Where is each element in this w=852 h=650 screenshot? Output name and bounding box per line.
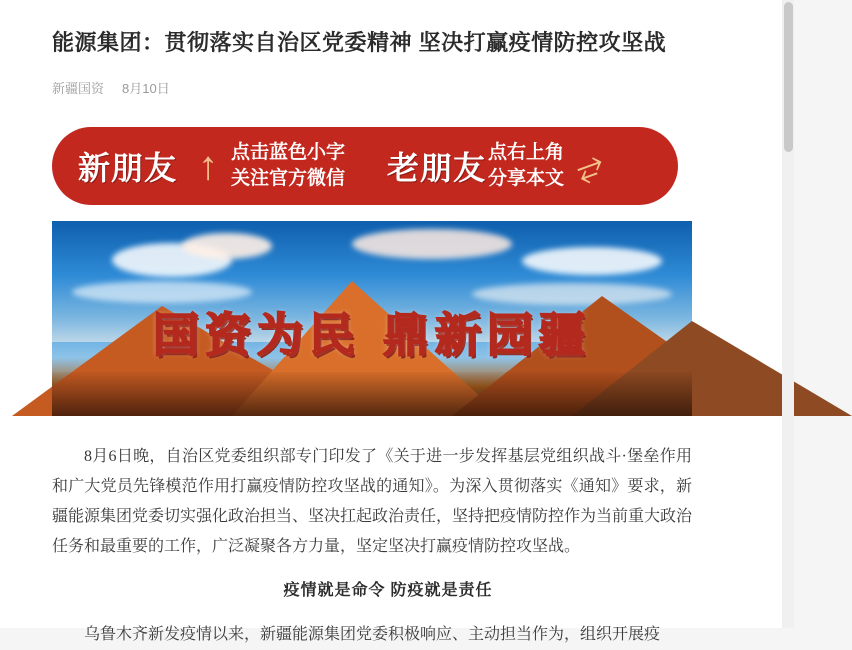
article-paragraph: 乌鲁木齐新发疫情以来，新疆能源集团党委积极响应、主动担当作为，组织开展疫 bbox=[84, 626, 661, 643]
banner-new-friend-line1: 点击蓝色小字 bbox=[231, 142, 346, 163]
banner-old-friend-line2: 分享本文 bbox=[488, 168, 565, 189]
follow-share-banner bbox=[52, 127, 678, 205]
hero-foreground-shadow bbox=[52, 372, 692, 416]
banner-old-friend-tag: 老朋友 bbox=[387, 150, 487, 186]
banner-old-friend-group bbox=[361, 127, 609, 205]
arrow-up-icon: ↑ bbox=[198, 144, 219, 188]
article-subheading: 疫情就是命令 防疫就是责任 bbox=[283, 582, 493, 599]
banner-new-friend-group bbox=[52, 127, 345, 205]
hero-headline: 国资为民 鼎新园疆 bbox=[152, 308, 591, 362]
banner-new-friend-tag: 新朋友 bbox=[78, 150, 178, 186]
scrollbar-track[interactable] bbox=[782, 0, 794, 628]
hero-image bbox=[52, 221, 692, 416]
arrow-curve-up-right-icon: ⥂ bbox=[570, 143, 609, 189]
article-source: 新疆国资 bbox=[52, 81, 105, 96]
banner-new-friend-line2: 关注官方微信 bbox=[231, 168, 346, 189]
banner-new-friend-text bbox=[231, 140, 345, 192]
cloud-shape bbox=[522, 247, 662, 275]
page-title: 能源集团：贯彻落实自治区党委精神 坚决打赢疫情防控攻坚战 bbox=[52, 30, 667, 55]
cloud-shape bbox=[352, 229, 512, 259]
article-meta bbox=[52, 78, 730, 97]
article-body bbox=[52, 442, 692, 650]
cloud-shape bbox=[182, 233, 272, 259]
banner-old-friend-line1: 点右上角 bbox=[488, 142, 565, 163]
article-paragraph: 8月6日晚，自治区党委组织部专门印发了《关于进一步发挥基层党组织战斗·堡垒作用和广大党员先锋模范作用打赢疫情防控攻坚战的通知》。为深入贯彻落实《通知》要求，新疆能源集团党委切实强化政治担当、坚决扛起政治责任，坚持把疫情防控作为当前重大政治任务和最重要的工作，广泛凝聚各方力量，坚定坚决打赢疫情防控攻坚战。 bbox=[52, 448, 693, 555]
article-date: 8月10日 bbox=[122, 81, 170, 96]
banner-old-friend-text bbox=[488, 140, 564, 192]
scrollbar-thumb[interactable] bbox=[784, 2, 793, 152]
